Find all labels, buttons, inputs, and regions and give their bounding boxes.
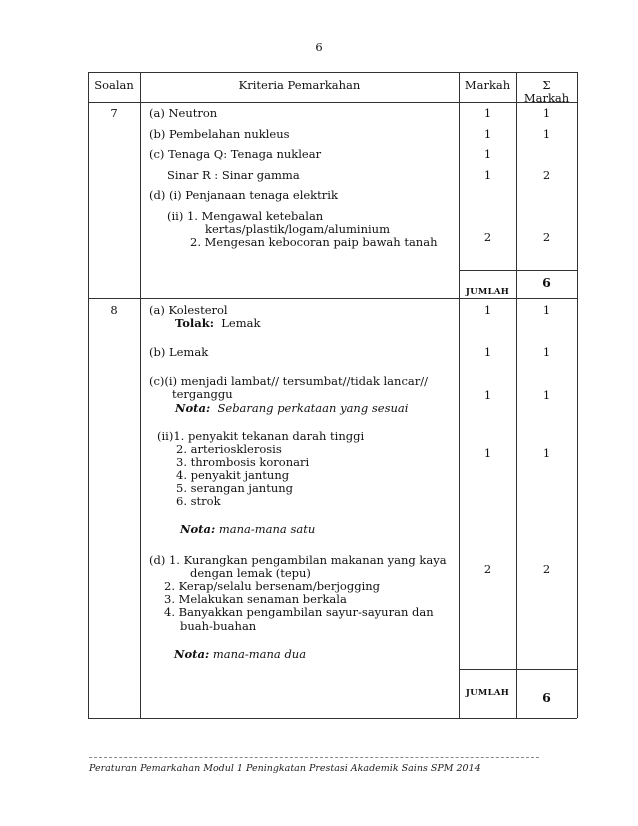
q7-jumlah-divider — [459, 270, 577, 271]
q8-c2-3: 3. thrombosis koronari — [176, 455, 310, 469]
q8-c2-6: 6. strok — [176, 494, 221, 508]
q8-d3: 3. Melakukan senaman berkala — [164, 592, 347, 606]
col-border-right — [577, 72, 578, 718]
q8-d-nota-label: Nota: — [174, 647, 210, 661]
footer-rule — [89, 757, 539, 758]
q8-c2-5: 5. serangan jantung — [176, 481, 293, 495]
q8-a-tolak-label: Tolak: — [175, 316, 214, 330]
q7-mark-5: 2 — [483, 230, 492, 244]
q7-sum-2: 1 — [542, 127, 551, 141]
q7-mark-3: 1 — [483, 147, 492, 161]
q8-c1-nota-text: Sebarang perkataan yang sesuai — [217, 401, 409, 415]
q8-sum-5: 2 — [542, 562, 551, 576]
q7-d-ii-2: 2. Mengesan kebocoran paip bawah tanah — [190, 235, 438, 249]
q7-sum-3: 2 — [542, 168, 551, 182]
q8-c1-nota-label: Nota: — [175, 401, 211, 415]
q7-c2: Sinar R : Sinar gamma — [167, 168, 300, 182]
q8-d1b: dengan lemak (tepu) — [190, 566, 311, 580]
q8-d1a: (d) 1. Kurangkan pengambilan makanan yang kaya — [149, 553, 447, 567]
q8-d4a: 4. Banyakkan pengambilan sayur-sayuran dan — [164, 605, 434, 619]
q8-c2-nota-label: Nota: — [180, 522, 216, 536]
footer-text: Peraturan Pemarkahan Modul 1 Peningkatan Prestasi Akademik Sains SPM 2014 — [89, 763, 481, 774]
q7-mark-4: 1 — [483, 168, 492, 182]
header-markah: Markah — [464, 78, 511, 92]
q8-c2-nota-text: mana-mana satu — [218, 522, 316, 536]
q8-c1b: terganggu — [172, 387, 233, 401]
q8-d2: 2. Kerap/selalu bersenam/berjogging — [164, 579, 381, 593]
q8-d-nota-text: mana-mana dua — [212, 647, 307, 661]
q8-mark-2: 1 — [483, 345, 492, 359]
header-sigma-markah: Markah — [523, 91, 570, 105]
q7-d-ii-1b: kertas/plastik/logam/aluminium — [205, 222, 390, 236]
q8-c2-1: (ii)1. penyakit tekanan darah tinggi — [157, 429, 365, 443]
q8-sum-3: 1 — [542, 388, 551, 402]
q8-sum-2: 1 — [542, 345, 551, 359]
q8-d-nota — [174, 647, 306, 661]
q8-a-tolak — [175, 316, 260, 330]
q8-mark-4: 1 — [483, 446, 492, 460]
header-divider — [88, 102, 577, 103]
header-kriteria: Kriteria Pemarkahan — [238, 78, 361, 92]
q8-total: 6 — [542, 690, 551, 705]
col-border-left — [88, 72, 89, 718]
page-number: 6 — [315, 40, 323, 54]
q8-number: 8 — [110, 303, 118, 317]
q8-mark-3: 1 — [483, 388, 492, 402]
q7-d-ii-1a: (ii) 1. Mengawal ketebalan — [167, 209, 324, 223]
q8-mark-5: 2 — [483, 562, 492, 576]
table-border-bottom — [88, 718, 577, 719]
q8-sum-4: 1 — [542, 446, 551, 460]
q7-mark-1: 1 — [483, 106, 492, 120]
q8-c1a: (c)(i) menjadi lambat// tersumbat//tidak lancar// — [149, 374, 428, 388]
q7-a: (a) Neutron — [149, 106, 218, 120]
header-soalan: Soalan — [94, 78, 134, 92]
q7-sum-4: 2 — [542, 230, 551, 244]
q8-sum-1: 1 — [542, 303, 551, 317]
q7-jumlah-label: JUMLAH — [465, 287, 510, 297]
q7-mark-2: 1 — [483, 127, 492, 141]
q8-c2-nota — [180, 522, 315, 536]
q8-b: (b) Lemak — [149, 345, 209, 359]
q8-d4b: buah-buahan — [180, 619, 257, 633]
q7-c: (c) Tenaga Q: Tenaga nuklear — [149, 147, 322, 161]
q8-c1-nota — [175, 401, 408, 415]
header-sigma: Σ — [542, 78, 551, 92]
q8-mark-1: 1 — [483, 303, 492, 317]
q8-c2-2: 2. arteriosklerosis — [176, 442, 282, 456]
q7-b: (b) Pembelahan nukleus — [149, 127, 290, 141]
q8-a: (a) Kolesterol — [149, 303, 228, 317]
q7-sum-1: 1 — [542, 106, 551, 120]
q7-d: (d) (i) Penjanaan tenaga elektrik — [149, 188, 338, 202]
q8-jumlah-divider — [459, 669, 577, 670]
q7-number: 7 — [110, 106, 118, 120]
q8-c2-4: 4. penyakit jantung — [176, 468, 290, 482]
q7-total: 6 — [542, 275, 551, 290]
table-border-top — [88, 72, 577, 73]
q8-a-tolak-value: Lemak — [221, 316, 261, 330]
q8-jumlah-label: JUMLAH — [465, 688, 510, 698]
col-divider-1 — [140, 72, 141, 718]
